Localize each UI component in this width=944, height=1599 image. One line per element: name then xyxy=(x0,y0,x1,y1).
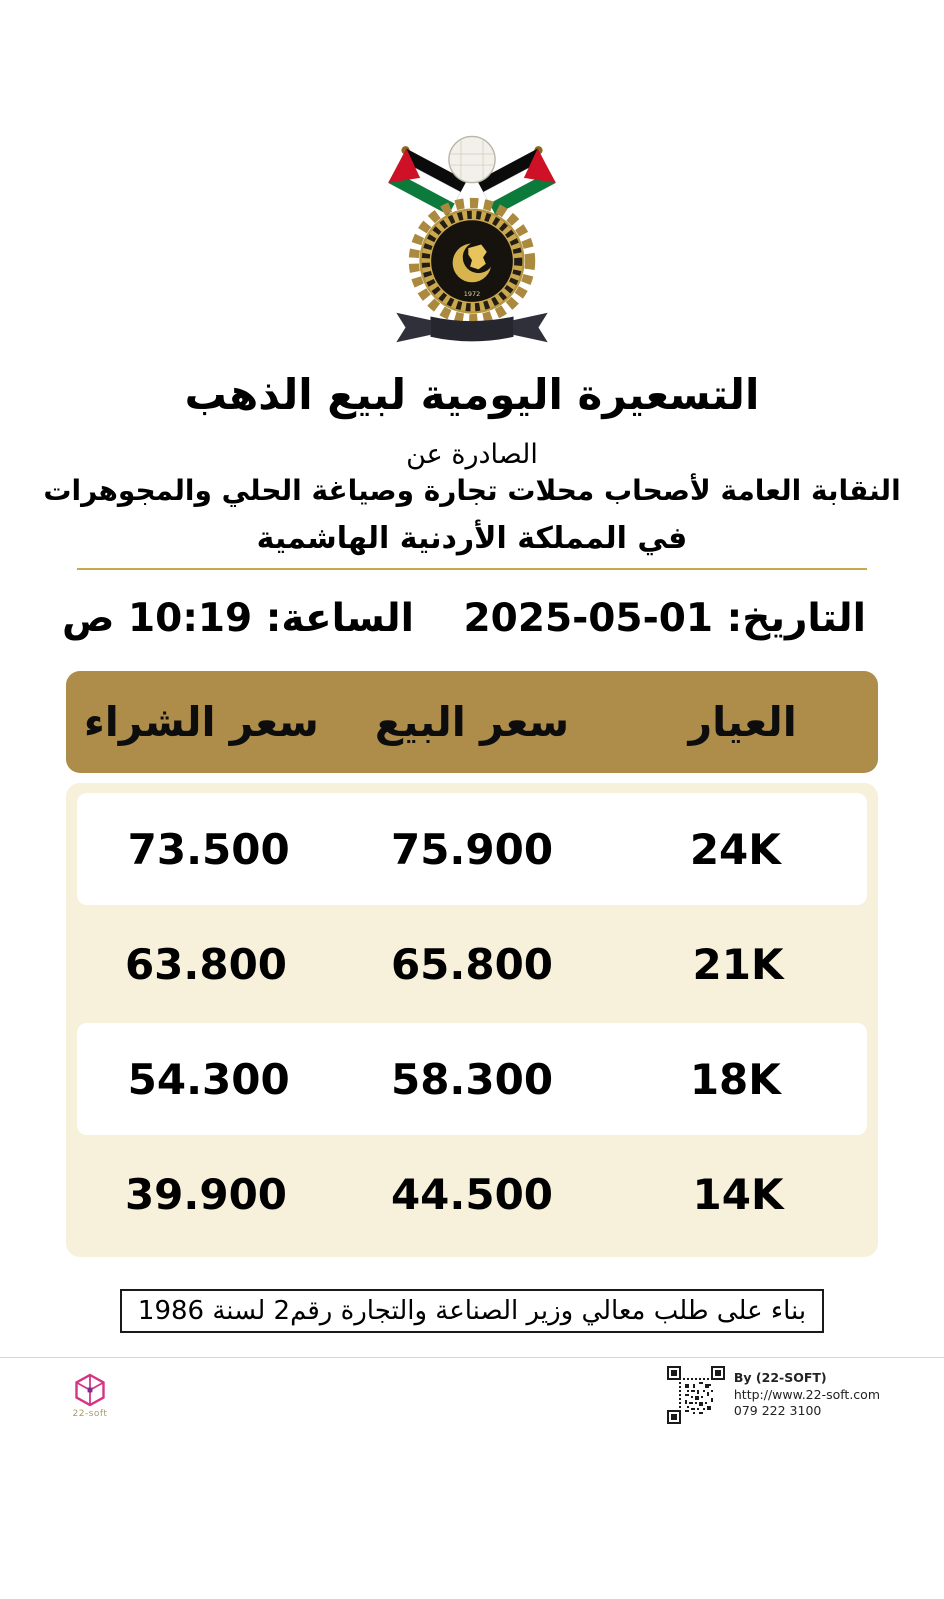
issued-by-line: الصادرة عن xyxy=(406,439,538,470)
brand-name: 22-soft xyxy=(72,1408,108,1419)
credit-by: By (22-SOFT) xyxy=(733,1369,827,1385)
founding-year: 1972 xyxy=(463,290,481,299)
buy-price-cell: 73.500 xyxy=(127,824,290,874)
brand-block xyxy=(72,1372,108,1419)
price-row-24k xyxy=(77,793,867,905)
time-field xyxy=(62,596,414,641)
col-header-buy-price: سعر الشراء xyxy=(83,698,319,746)
brand-cube-icon xyxy=(72,1372,108,1408)
sell-price-cell: 75.900 xyxy=(390,824,554,874)
date-value: 01-05-2025 xyxy=(463,596,714,641)
price-row-18k xyxy=(77,1023,867,1135)
sell-price-cell: 65.800 xyxy=(390,939,554,989)
karat-cell: 14K xyxy=(692,1169,784,1219)
sell-price-cell: 58.300 xyxy=(390,1054,554,1104)
syndicate-emblem-graphic xyxy=(352,118,592,358)
page-title: التسعيرة اليومية لبيع الذهب xyxy=(184,370,760,419)
ministerial-note: بناء على طلب معالي وزير الصناعة والتجارة رقم2 لسنة 1986 xyxy=(120,1289,824,1333)
buy-price-cell: 63.800 xyxy=(124,939,288,989)
date-time-row xyxy=(0,596,944,641)
country-line: في المملكة الأردنية الهاشمية xyxy=(256,521,688,556)
col-header-sell-price: سعر البيع xyxy=(374,698,570,746)
karat-cell: 21K xyxy=(692,939,784,989)
syndicate-logo xyxy=(0,118,944,358)
price-table xyxy=(66,671,878,1257)
credit-phone: 079 222 3100 xyxy=(733,1403,822,1419)
price-table-header xyxy=(66,671,878,773)
bottom-bar xyxy=(0,1358,944,1424)
gold-divider xyxy=(77,568,867,570)
credit-website: http://www.22-soft.com xyxy=(733,1386,880,1402)
karat-cell: 24K xyxy=(689,824,781,874)
buy-price-cell: 39.900 xyxy=(124,1169,288,1219)
organization-name: النقابة العامة لأصحاب محلات تجارة وصياغة الحلي والمجوهرات xyxy=(43,474,901,507)
qr-code xyxy=(667,1366,725,1424)
time-value: 10:19 ص xyxy=(62,596,253,641)
price-row-21k xyxy=(73,908,871,1020)
pearl-icon xyxy=(449,136,495,182)
sell-price-cell: 44.500 xyxy=(390,1169,554,1219)
col-header-karat: العيار xyxy=(688,698,797,746)
date-label: التاريخ: xyxy=(726,596,866,641)
price-row-14k xyxy=(73,1138,871,1250)
karat-cell: 18K xyxy=(689,1054,781,1104)
price-table-body xyxy=(66,783,878,1257)
note-wrap xyxy=(0,1289,944,1333)
date-field xyxy=(464,596,866,641)
buy-price-cell: 54.300 xyxy=(127,1054,290,1104)
time-label: الساعة: xyxy=(265,596,415,641)
credits-block xyxy=(667,1366,880,1424)
credit-lines xyxy=(734,1370,880,1421)
